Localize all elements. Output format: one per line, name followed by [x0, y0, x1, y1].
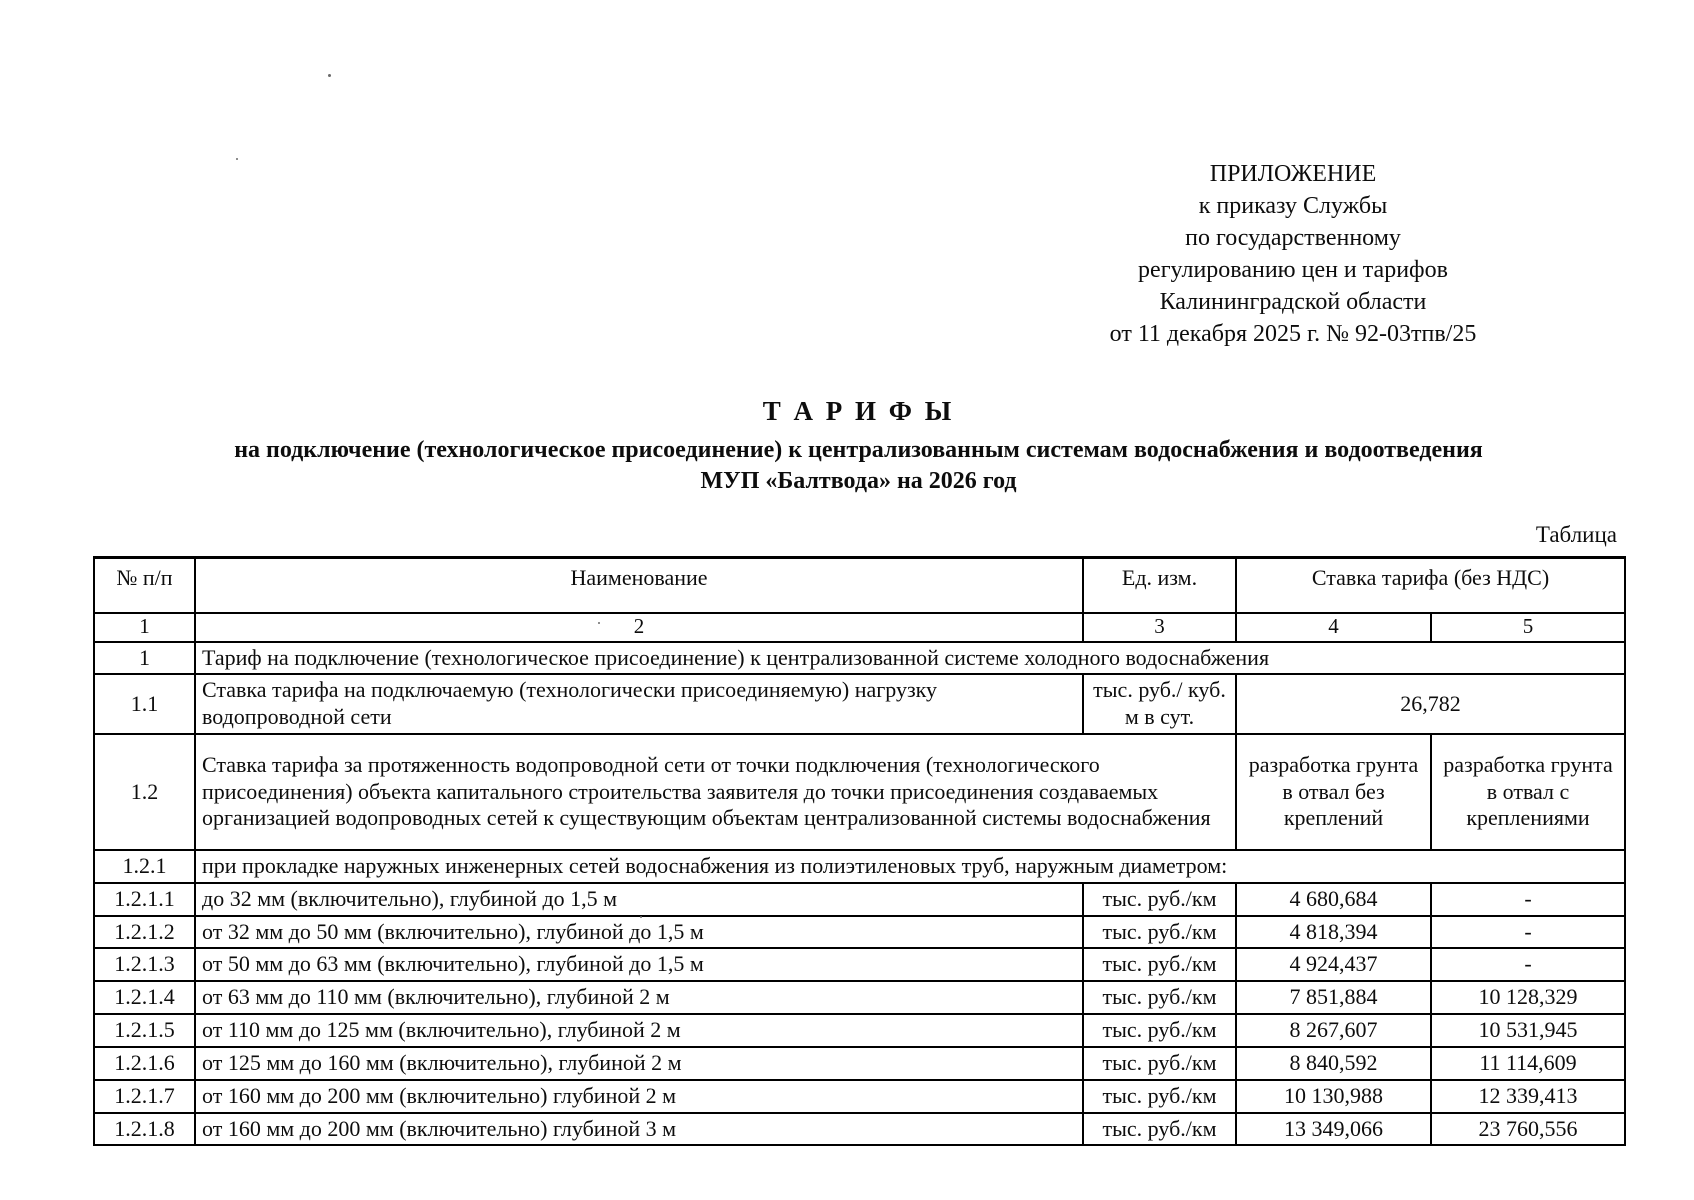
table-cell: разработка грунта в отвал без креплений: [1236, 734, 1431, 850]
table-cell: 26,782: [1236, 674, 1625, 734]
table-cell: 10 128,329: [1431, 981, 1625, 1014]
table-row: [94, 981, 1625, 1014]
table-cell: 1.2.1.2: [94, 916, 195, 949]
appendix-line: по государственному: [1185, 225, 1401, 251]
column-number: 5: [1431, 613, 1625, 642]
appendix-line: Калининградской области: [1159, 289, 1427, 315]
table-cell: при прокладке наружных инженерных сетей водоснабжения из полиэтиленовых труб, наружным диаметром:: [195, 850, 1625, 883]
table-row: [94, 1047, 1625, 1080]
scan-speck: [598, 622, 600, 624]
header-name: Наименование: [195, 558, 1083, 613]
scan-speck: [236, 158, 238, 160]
table-label: Таблица: [1535, 522, 1617, 547]
table-cell: Ставка тарифа за протяженность водопроводной сети от точки подключения (технологического присоединения) объекта капитального строительства заявителя до точки присоединения создаваемых организацией водопроводных сетей к существующим объектам централизованной системы водоснабжения: [195, 734, 1236, 850]
table-row: [94, 734, 1625, 850]
table-cell: от 160 мм до 200 мм (включительно) глубиной 3 м: [195, 1113, 1083, 1146]
table-cell: 4 924,437: [1236, 948, 1431, 981]
table-row: [94, 1080, 1625, 1113]
appendix-line: регулированию цен и тарифов: [1138, 257, 1448, 283]
appendix-line: к приказу Службы: [1198, 193, 1388, 219]
table-cell: 10 130,988: [1236, 1080, 1431, 1113]
header-unit: Ед. изм.: [1083, 558, 1236, 613]
document-title-block: [93, 396, 1624, 497]
table-cell: тыс. руб./км: [1083, 981, 1236, 1014]
table-cell: от 50 мм до 63 мм (включительно), глубиной до 1,5 м: [195, 948, 1083, 981]
header-num: № п/п: [94, 558, 195, 613]
table-cell: 1.2.1.8: [94, 1113, 195, 1146]
table-cell: 7 851,884: [1236, 981, 1431, 1014]
table-cell: 1.2.1.1: [94, 883, 195, 916]
appendix-line: ПРИЛОЖЕНИЕ: [1209, 161, 1377, 187]
table-cell: 12 339,413: [1431, 1080, 1625, 1113]
column-number: 4: [1236, 613, 1431, 642]
table-row: [94, 1014, 1625, 1047]
table-cell: тыс. руб./км: [1083, 1113, 1236, 1146]
table-cell: до 32 мм (включительно), глубиной до 1,5 м: [195, 883, 1083, 916]
table-cell: 1.2: [94, 734, 195, 850]
table-cell: 8 267,607: [1236, 1014, 1431, 1047]
table-row: [94, 1113, 1625, 1146]
table-cell: от 160 мм до 200 мм (включительно) глубиной 2 м: [195, 1080, 1083, 1113]
table-cell: 1.2.1.5: [94, 1014, 195, 1047]
table-cell: тыс. руб./ куб. м в сут.: [1083, 674, 1236, 734]
scan-speck: [328, 74, 331, 77]
table-header-row: [94, 558, 1625, 613]
table-cell: 1.2.1: [94, 850, 195, 883]
appendix-line: от 11 декабря 2025 г. № 92-03тпв/25: [1109, 321, 1477, 347]
table-cell: Тариф на подключение (технологическое присоединение) к централизованной системе холодного водоснабжения: [195, 642, 1625, 675]
table-cell: 10 531,945: [1431, 1014, 1625, 1047]
table-cell: -: [1431, 883, 1625, 916]
table-cell: тыс. руб./км: [1083, 1080, 1236, 1113]
table-cell: от 32 мм до 50 мм (включительно), глубиной до 1,5 м: [195, 916, 1083, 949]
table-cell: тыс. руб./км: [1083, 883, 1236, 916]
table-cell: 13 349,066: [1236, 1113, 1431, 1146]
table-cell: от 125 мм до 160 мм (включительно), глубиной 2 м: [195, 1047, 1083, 1080]
table-cell: 23 760,556: [1431, 1113, 1625, 1146]
table-body: [94, 642, 1625, 1146]
column-number: 1: [94, 613, 195, 642]
table-cell: 1.1: [94, 674, 195, 734]
document-subtitle: на подключение (технологическое присоединение) к централизованным системам водоснабжения и водоотведения: [234, 437, 1483, 463]
table-row: [94, 948, 1625, 981]
table-cell: от 110 мм до 125 мм (включительно), глубиной 2 м: [195, 1014, 1083, 1047]
table-cell: 1.2.1.7: [94, 1080, 195, 1113]
table-cell: -: [1431, 948, 1625, 981]
table-cell: 1.2.1.6: [94, 1047, 195, 1080]
document-title: Т А Р И Ф Ы: [762, 396, 955, 426]
table-cell: разработка грунта в отвал с креплениями: [1431, 734, 1625, 850]
table-cell: тыс. руб./км: [1083, 948, 1236, 981]
table-cell: 11 114,609: [1431, 1047, 1625, 1080]
table-cell: 1: [94, 642, 195, 675]
table-row: [94, 674, 1625, 734]
tariff-table: [93, 556, 1626, 1146]
appendix-reference-block: [1078, 158, 1508, 350]
table-row: [94, 883, 1625, 916]
scan-speck: [640, 916, 642, 918]
table-cell: Ставка тарифа на подключаемую (технологически присоединяемую) нагрузку водопроводной сети: [195, 674, 1083, 734]
table-cell: 4 818,394: [1236, 916, 1431, 949]
table-row: [94, 642, 1625, 675]
table-cell: 8 840,592: [1236, 1047, 1431, 1080]
table-cell: тыс. руб./км: [1083, 1047, 1236, 1080]
column-number: 3: [1083, 613, 1236, 642]
column-number-row: [94, 613, 1625, 642]
column-number: 2: [195, 613, 1083, 642]
table-row: [94, 916, 1625, 949]
table-cell: -: [1431, 916, 1625, 949]
table-cell: 4 680,684: [1236, 883, 1431, 916]
header-rate: Ставка тарифа (без НДС): [1236, 558, 1625, 613]
table-cell: тыс. руб./км: [1083, 1014, 1236, 1047]
table-cell: 1.2.1.4: [94, 981, 195, 1014]
document-subtitle-org: МУП «Балтвода» на 2026 год: [700, 468, 1017, 494]
table-cell: от 63 мм до 110 мм (включительно), глубиной 2 м: [195, 981, 1083, 1014]
table-row: [94, 850, 1625, 883]
table-cell: тыс. руб./км: [1083, 916, 1236, 949]
table-cell: 1.2.1.3: [94, 948, 195, 981]
